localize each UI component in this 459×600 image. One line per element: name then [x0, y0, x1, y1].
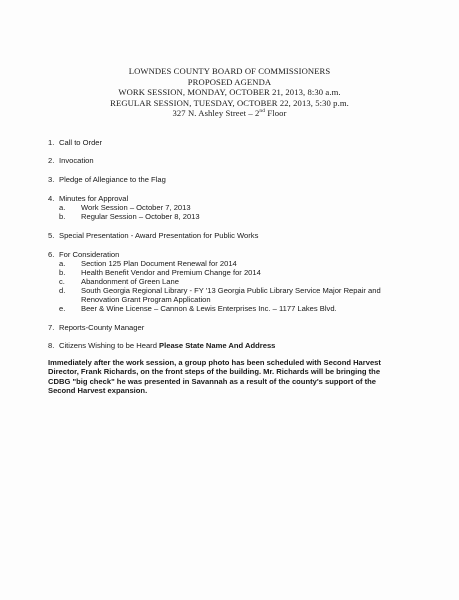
agenda-item-reports: [48, 323, 144, 332]
agenda-item-number: 8.: [48, 341, 55, 350]
agenda-subitem-green-lane: [59, 277, 179, 286]
agenda-item-number: 2.: [48, 156, 55, 165]
agenda-item-invocation: [48, 156, 94, 165]
agenda-item-text: Citizens Wishing to be Heard: [59, 341, 157, 350]
agenda-subitem-text: South Georgia Regional Library - FY '13 Georgia Public Library Service Major Repair and: [81, 286, 381, 295]
agenda-subitem-health-benefit: [59, 268, 261, 277]
agenda-subitem-text: Abandonment of Green Lane: [81, 277, 179, 286]
agenda-subitem-work-session-minutes: [59, 203, 191, 212]
agenda-item-for-consideration: [48, 250, 119, 259]
agenda-subitem-letter: b.: [59, 268, 66, 277]
agenda-subitem-letter: b.: [59, 212, 66, 221]
agenda-item-pledge: [48, 175, 166, 184]
notice-line: Immediately after the work session, a group photo has been scheduled with Second Harvest: [48, 358, 381, 367]
agenda-item-text: Reports-County Manager: [59, 323, 145, 332]
agenda-subitem-library-grant-continued: Renovation Grant Program Application: [81, 295, 211, 304]
agenda-item-citizens: [48, 341, 275, 350]
header-board-name: LOWNDES COUNTY BOARD OF COMMISSIONERS: [128, 66, 331, 76]
agenda-item-text: Invocation: [59, 156, 94, 165]
header-regular-session: REGULAR SESSION, TUESDAY, OCTOBER 22, 2013, 5:30 p.m.: [110, 97, 349, 108]
header-address-floor-suffix: nd: [259, 108, 266, 115]
agenda-item-instruction: Please State Name And Address: [159, 341, 276, 350]
agenda-subitem-text: Beer & Wine License – Cannon & Lewis Enterprises Inc. – 1177 Lakes Blvd.: [81, 304, 337, 313]
notice-line: Director, Frank Richards, on the front steps of the building. Mr. Richards will be bringing the: [48, 367, 381, 377]
agenda-subitem-letter: d.: [59, 286, 66, 295]
agenda-item-number: 7.: [48, 323, 55, 332]
notice-line: CDBG "big check" he was presented in Savannah as a result of the county's support of the: [48, 376, 377, 386]
agenda-item-special-presentation: [48, 231, 258, 240]
agenda-item-text: Special Presentation - Award Presentation for Public Works: [59, 231, 259, 240]
header-address-floor: Floor: [265, 108, 287, 119]
agenda-subitem-library-grant: [59, 286, 381, 295]
agenda-item-number: 1.: [48, 138, 55, 147]
agenda-subitem-text: Work Session – October 7, 2013: [81, 203, 191, 212]
agenda-subitem-text: Health Benefit Vendor and Premium Change for 2014: [81, 268, 261, 277]
agenda-item-text: Call to Order: [59, 138, 103, 147]
header-address-street: 327 N. Ashley Street – 2: [172, 108, 260, 119]
agenda-subitem-beer-wine-license: [59, 304, 337, 313]
agenda-subitem-letter: e.: [59, 304, 66, 313]
agenda-item-number: 4.: [48, 194, 55, 203]
agenda-item-number: 5.: [48, 231, 55, 240]
agenda-subitem-regular-session-minutes: [59, 212, 200, 221]
header-address: [0, 108, 459, 119]
agenda-subitem-letter: a.: [59, 259, 66, 268]
header-work-session: WORK SESSION, MONDAY, OCTOBER 21, 2013, 8:30 a.m.: [118, 87, 341, 98]
photo-notice: [48, 358, 434, 396]
header-agenda-title: PROPOSED AGENDA: [187, 76, 272, 87]
agenda-subitem-text: Regular Session – October 8, 2013: [81, 212, 200, 221]
agenda-subitem-letter: c.: [59, 277, 65, 286]
agenda-subitem-letter: a.: [59, 203, 66, 212]
agenda-item-text: For Consideration: [59, 250, 120, 259]
agenda-subitem-text: Section 125 Plan Document Renewal for 2014: [81, 259, 237, 268]
agenda-item-text: Minutes for Approval: [59, 194, 129, 203]
document-header: [0, 66, 459, 119]
agenda-item-number: 6.: [48, 250, 55, 259]
agenda-item-minutes: [48, 194, 128, 203]
agenda-subitem-section-125: [59, 259, 237, 268]
agenda-item-text: Pledge of Allegiance to the Flag: [59, 175, 166, 184]
notice-line: Second Harvest expansion.: [48, 386, 148, 396]
agenda-item-number: 3.: [48, 175, 55, 184]
agenda-item-call-to-order: [48, 138, 102, 147]
